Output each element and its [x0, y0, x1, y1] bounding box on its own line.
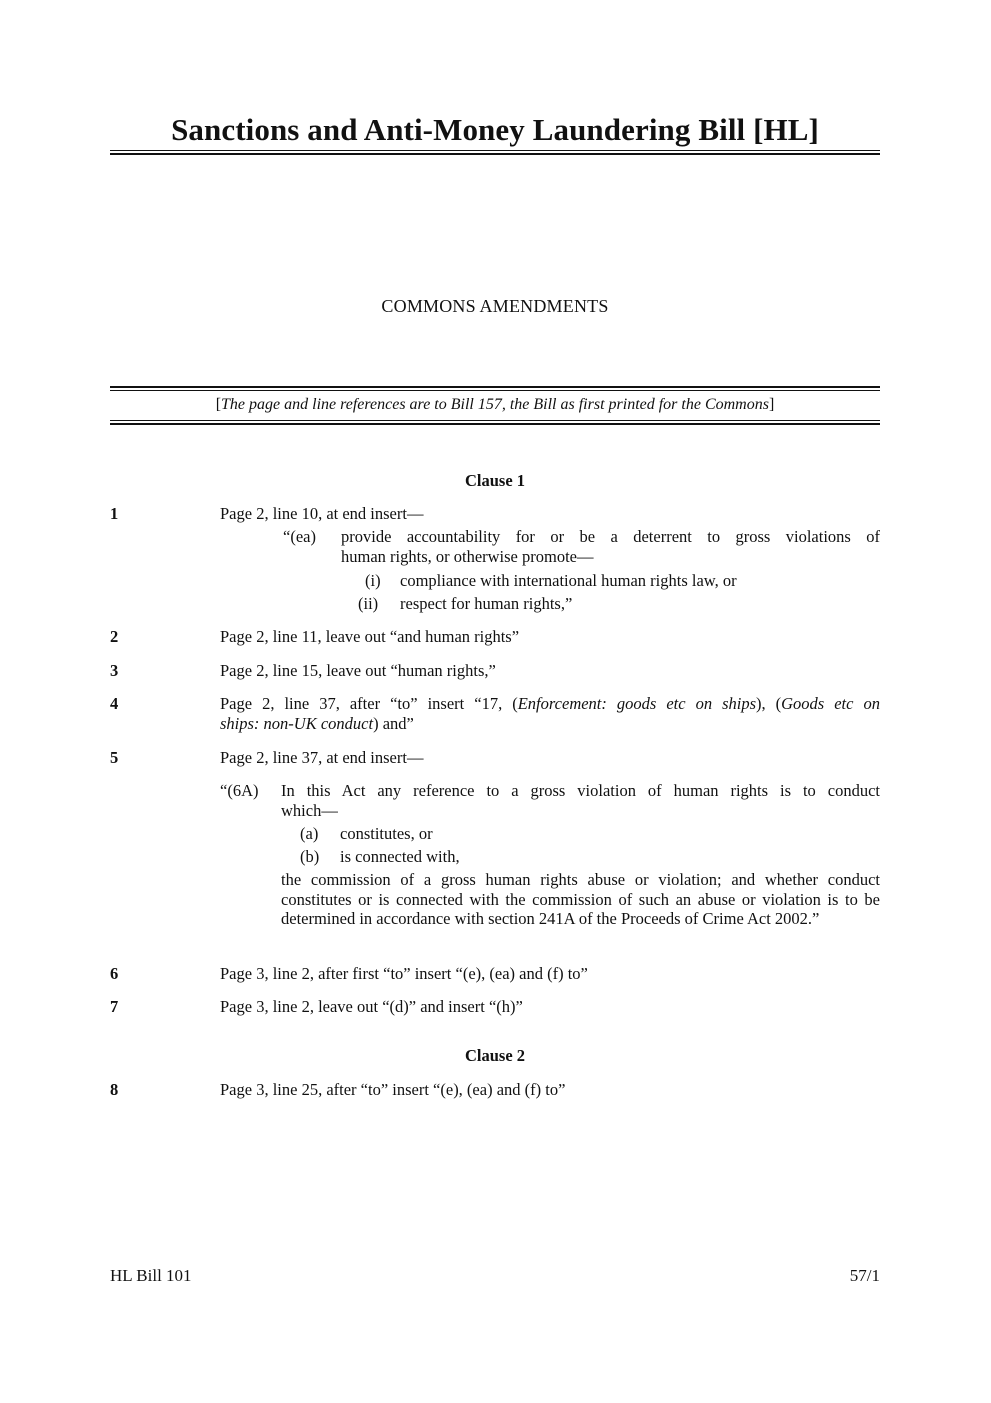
- title-divider: [110, 150, 880, 155]
- clause-heading: Clause 1: [464, 471, 526, 490]
- instruction-text: ) and”: [373, 714, 414, 733]
- reference-note: [110, 396, 880, 414]
- document-subtitle: COMMONS AMENDMENTS: [381, 296, 609, 316]
- note-close-bracket: ]: [768, 396, 775, 413]
- amendment-instruction: Page 3, line 25, after “to” insert “(e), (ea) and (f) to”: [220, 1080, 566, 1099]
- insert-text: In this Act any reference to a gross violation of human rights is to conduct: [281, 781, 880, 800]
- sub-item-label: (b): [300, 847, 320, 866]
- amendment-instruction: Page 2, line 11, leave out “and human rights”: [220, 627, 520, 646]
- amendment-number: 3: [110, 661, 119, 680]
- amendment-instruction: Page 3, line 2, leave out “(d)” and insert “(h)”: [220, 997, 523, 1016]
- insert-label: “(6A): [220, 781, 259, 800]
- instruction-text: Page 2, line 37, after “to” insert “17, (: [220, 694, 518, 713]
- instruction-text: ), (: [756, 694, 782, 713]
- amendment-number: 6: [110, 964, 119, 983]
- section-title-italic: ships: non-UK conduct: [220, 714, 374, 733]
- footer-bill-reference: HL Bill 101: [110, 1266, 192, 1285]
- amendment-number: 1: [110, 504, 119, 523]
- amendment-number: 5: [110, 748, 119, 767]
- footer-page-reference: 57/1: [849, 1266, 880, 1285]
- amendment-number: 4: [110, 694, 119, 713]
- amendment-instruction-cont: [220, 714, 414, 733]
- document-title: Sanctions and Anti-Money Laundering Bill [HL]: [171, 112, 819, 147]
- sub-item-text: constitutes, or: [340, 824, 433, 843]
- insert-text: human rights, or otherwise promote—: [341, 547, 594, 566]
- note-bottom-divider: [110, 420, 880, 425]
- sub-item-text: compliance with international human rights law, or: [400, 571, 737, 590]
- note-top-divider: [110, 386, 880, 391]
- clause-heading: Clause 2: [464, 1046, 526, 1065]
- insert-label: “(ea): [283, 527, 316, 546]
- amendment-instruction: Page 2, line 37, at end insert—: [220, 748, 424, 767]
- insert-text: which—: [281, 801, 338, 820]
- amendment-instruction: Page 2, line 15, leave out “human rights,”: [220, 661, 496, 680]
- section-title-italic: Goods etc on: [781, 694, 880, 713]
- amendment-instruction: Page 3, line 2, after first “to” insert “(e), (ea) and (f) to”: [220, 964, 588, 983]
- sub-item-text: respect for human rights,”: [400, 594, 573, 613]
- sub-item-label: (ii): [358, 594, 379, 613]
- note-text: The page and line references are to Bill 157, the Bill as first printed for the Commons: [221, 396, 769, 413]
- sub-item-label: (a): [300, 824, 319, 843]
- amendment-number: 7: [110, 997, 119, 1016]
- amendment-number: 2: [110, 627, 119, 646]
- note-open-bracket: [: [215, 396, 222, 413]
- amendment-instruction: Page 2, line 10, at end insert—: [220, 504, 424, 523]
- sub-item-label: (i): [365, 571, 381, 590]
- sub-item-text: is connected with,: [340, 847, 460, 866]
- insert-text: provide accountability for or be a deterrent to gross violations of: [341, 527, 880, 546]
- section-title-italic: Enforcement: goods etc on ships: [517, 694, 757, 713]
- insert-tail-text: the commission of a gross human rights abuse or violation; and whether conduct constitutes or is connected with the commission of such an abuse or violation is to be determined in accordance with section 241A of the Proceeds of Crime Act 2002.”: [281, 870, 880, 928]
- amendment-number: 8: [110, 1080, 119, 1099]
- amendment-instruction: [220, 694, 880, 713]
